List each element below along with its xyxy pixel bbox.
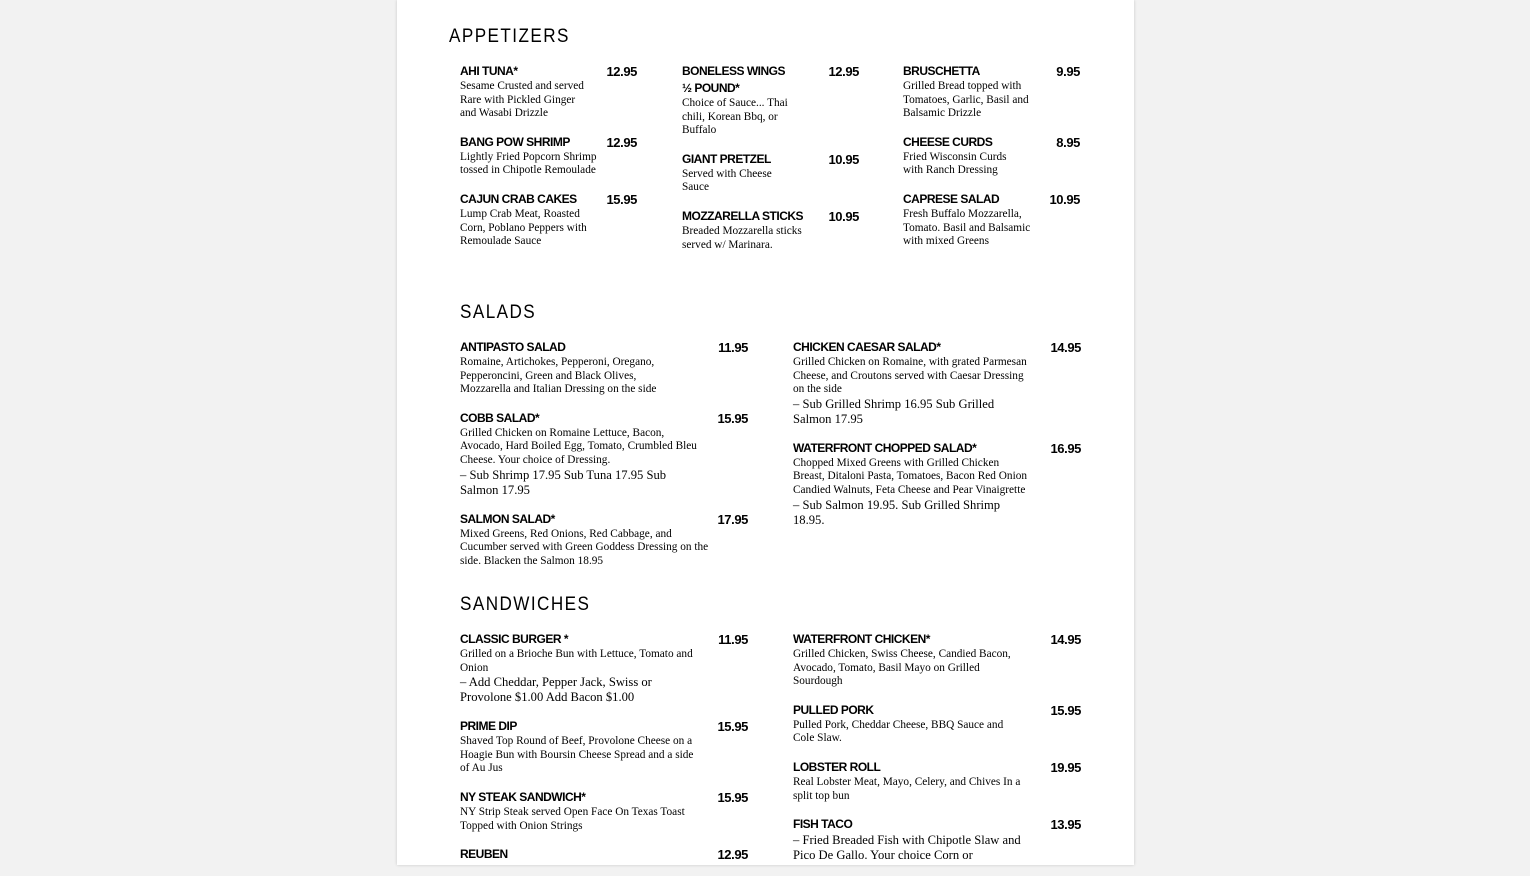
item-price: 15.95 xyxy=(606,191,637,207)
appetizers-column-3 xyxy=(903,63,1080,262)
menu-item xyxy=(460,339,748,397)
salads-column-2 xyxy=(793,339,1081,541)
item-price: 15.95 xyxy=(717,719,748,735)
item-price: 10.95 xyxy=(828,208,859,224)
item-price: 19.95 xyxy=(1050,759,1081,775)
item-price: 15.95 xyxy=(717,789,748,805)
menu-item xyxy=(460,718,748,776)
menu-item xyxy=(793,339,1081,427)
salads-column-1 xyxy=(460,339,748,581)
item-description: Grilled Bread topped with Tomatoes, Garlic, Basil and Balsamic Drizzle xyxy=(903,80,1029,120)
item-description: Grilled Chicken on Romaine Lettuce, Bacon, Avocado, Hard Boiled Egg, Tomato, Crumbled Bleu Cheese. Your choice of Dressing. xyxy=(460,426,697,466)
item-price: 11.95 xyxy=(718,340,748,355)
item-description: Lightly Fried Popcorn Shrimp tossed in Chipotle Remoulade xyxy=(460,150,597,177)
salads-heading: SALADS xyxy=(460,302,537,323)
menu-item xyxy=(903,191,1080,249)
item-description: Choice of Sauce... Thai chili, Korean Bbq, or Buffalo xyxy=(682,97,788,137)
menu-item xyxy=(460,191,637,249)
item-price: 12.95 xyxy=(606,64,637,79)
item-name: LOBSTER ROLL xyxy=(793,759,881,774)
item-name: CAPRESE SALAD xyxy=(903,191,1000,206)
item-name: MOZZARELLA STICKS xyxy=(682,208,804,223)
item-description: Lump Crab Meat, Roasted Corn, Poblano Peppers with Remoulade Sauce xyxy=(460,207,587,248)
item-description: Romaine, Artichokes, Pepperoni, Oregano, Pepperoncini, Green and Black Olives, Mozzarella and Italian Dressing on the side xyxy=(460,356,657,396)
menu-item xyxy=(903,63,1080,121)
item-description: Real Lobster Meat, Mayo, Celery, and Chives In a split top bun xyxy=(793,775,1021,802)
item-name: WATERFRONT CHICKEN* xyxy=(793,632,930,646)
item-description: Mixed Greens, Red Onions, Red Cabbage, and Cucumber served with Green Goddess Dressing on the side. Blacken the Salmon 18.95 xyxy=(460,527,709,567)
item-price: 17.95 xyxy=(717,511,748,527)
item-substitution: – Add Cheddar, Pepper Jack, Swiss or Provolone $1.00 Add Bacon $1.00 xyxy=(460,675,652,705)
sandwiches-column-1 xyxy=(460,631,748,876)
item-price: 12.95 xyxy=(828,64,859,79)
item-substitution: – Sub Shrimp 17.95 Sub Tuna 17.95 Sub Salmon 17.95 xyxy=(460,467,667,497)
item-name: WATERFRONT CHOPPED SALAD* xyxy=(793,440,977,455)
menu-item xyxy=(682,151,859,195)
menu-item xyxy=(460,410,748,498)
menu-item xyxy=(793,631,1081,689)
item-description: Fresh Buffalo Mozzarella, Tomato. Basil and Balsamic with mixed Greens xyxy=(903,207,1031,248)
item-price: 12.95 xyxy=(717,847,748,863)
item-price: 14.95 xyxy=(1050,632,1081,647)
item-price: 9.95 xyxy=(1056,64,1080,79)
item-price: 15.95 xyxy=(717,410,748,426)
item-substitution: – Fried Breaded Fish with Chipotle Slaw and Pico De Gallo. Your choice Corn or xyxy=(793,833,1021,863)
sandwiches-column-2 xyxy=(793,631,1081,876)
item-description: Grilled Chicken on Romaine, with grated Parmesan Cheese, and Croutons served with Caesar Dressing on the side xyxy=(793,356,1027,396)
item-description: Chopped Mixed Greens with Grilled Chicken Breast, Ditaloni Pasta, Tomatoes, Bacon Red Onion Candied Walnuts, Feta Cheese and Pear Vinaigrette xyxy=(793,456,1028,496)
menu-item xyxy=(460,789,748,833)
item-description: Sesame Crusted and served Rare with Pickled Ginger and Wasabi Drizzle xyxy=(460,80,584,120)
item-name: REUBEN xyxy=(460,847,508,862)
item-price: 16.95 xyxy=(1050,440,1081,456)
item-name: BRUSCHETTA xyxy=(903,64,980,78)
item-name: ANTIPASTO SALAD xyxy=(460,340,566,354)
sandwiches-heading: SANDWICHES xyxy=(460,594,591,615)
item-name: GIANT PRETZEL xyxy=(682,151,771,166)
item-price: 13.95 xyxy=(1050,817,1081,833)
item-description: Shaved Top Round of Beef, Provolone Cheese on a Hoagie Bun with Boursin Cheese Spread and a side of Au Jus xyxy=(460,735,694,775)
item-name: COBB SALAD* xyxy=(460,410,540,425)
item-price: 14.95 xyxy=(1050,340,1081,355)
item-description: Fried Wisconsin Curds with Ranch Dressing xyxy=(903,150,1007,177)
item-substitution: – Sub Salmon 19.95. Sub Grilled Shrimp 18.95. xyxy=(793,497,1001,527)
menu-item xyxy=(460,63,637,121)
item-name: PULLED PORK xyxy=(793,702,874,717)
item-name: CLASSIC BURGER * xyxy=(460,632,569,646)
menu-item xyxy=(460,511,748,569)
item-name: PRIME DIP xyxy=(460,719,517,734)
item-description: Breaded Mozzarella sticks served w/ Marinara. xyxy=(682,224,802,251)
item-price: 11.95 xyxy=(718,632,748,647)
item-name: BONELESS WINGS ½ POUND* xyxy=(682,64,786,95)
item-name: CAJUN CRAB CAKES xyxy=(460,191,577,206)
menu-item xyxy=(793,440,1081,528)
menu-item xyxy=(682,63,859,138)
item-name: SALMON SALAD* xyxy=(460,511,555,526)
item-description: Pulled Pork, Cheddar Cheese, BBQ Sauce and Cole Slaw. xyxy=(793,718,1004,745)
menu-item xyxy=(460,846,748,863)
item-description: Grilled Chicken, Swiss Cheese, Candied Bacon, Avocado, Tomato, Basil Mayo on Grilled Sourdough xyxy=(793,648,1011,688)
item-price: 15.95 xyxy=(1050,702,1081,718)
appetizers-column-1 xyxy=(460,63,637,262)
menu-item xyxy=(793,816,1081,863)
menu-page xyxy=(397,0,1134,865)
item-description: NY Strip Steak served Open Face On Texas Toast Topped with Onion Strings xyxy=(460,805,685,832)
item-description: Served with Cheese Sauce xyxy=(682,167,772,194)
menu-item xyxy=(903,134,1080,178)
item-price: 10.95 xyxy=(828,151,859,167)
appetizers-column-2 xyxy=(682,63,859,265)
menu-item xyxy=(682,208,859,252)
item-price: 12.95 xyxy=(606,134,637,150)
appetizers-heading: APPETIZERS xyxy=(449,26,570,47)
item-substitution: – Sub Grilled Shrimp 16.95 Sub Grilled Salmon 17.95 xyxy=(793,396,995,426)
item-price: 8.95 xyxy=(1056,134,1080,150)
item-name: CHEESE CURDS xyxy=(903,134,993,149)
item-name: NY STEAK SANDWICH* xyxy=(460,789,586,804)
item-name: BANG POW SHRIMP xyxy=(460,134,570,149)
menu-item xyxy=(793,702,1081,746)
menu-item xyxy=(793,759,1081,803)
item-price: 10.95 xyxy=(1049,191,1080,207)
menu-item xyxy=(460,134,637,178)
item-name: AHI TUNA* xyxy=(460,64,518,78)
item-name: FISH TACO xyxy=(793,817,853,832)
item-name: CHICKEN CAESAR SALAD* xyxy=(793,340,941,354)
item-description: Grilled on a Brioche Bun with Lettuce, Tomato and Onion xyxy=(460,648,693,674)
menu-item xyxy=(460,631,748,705)
